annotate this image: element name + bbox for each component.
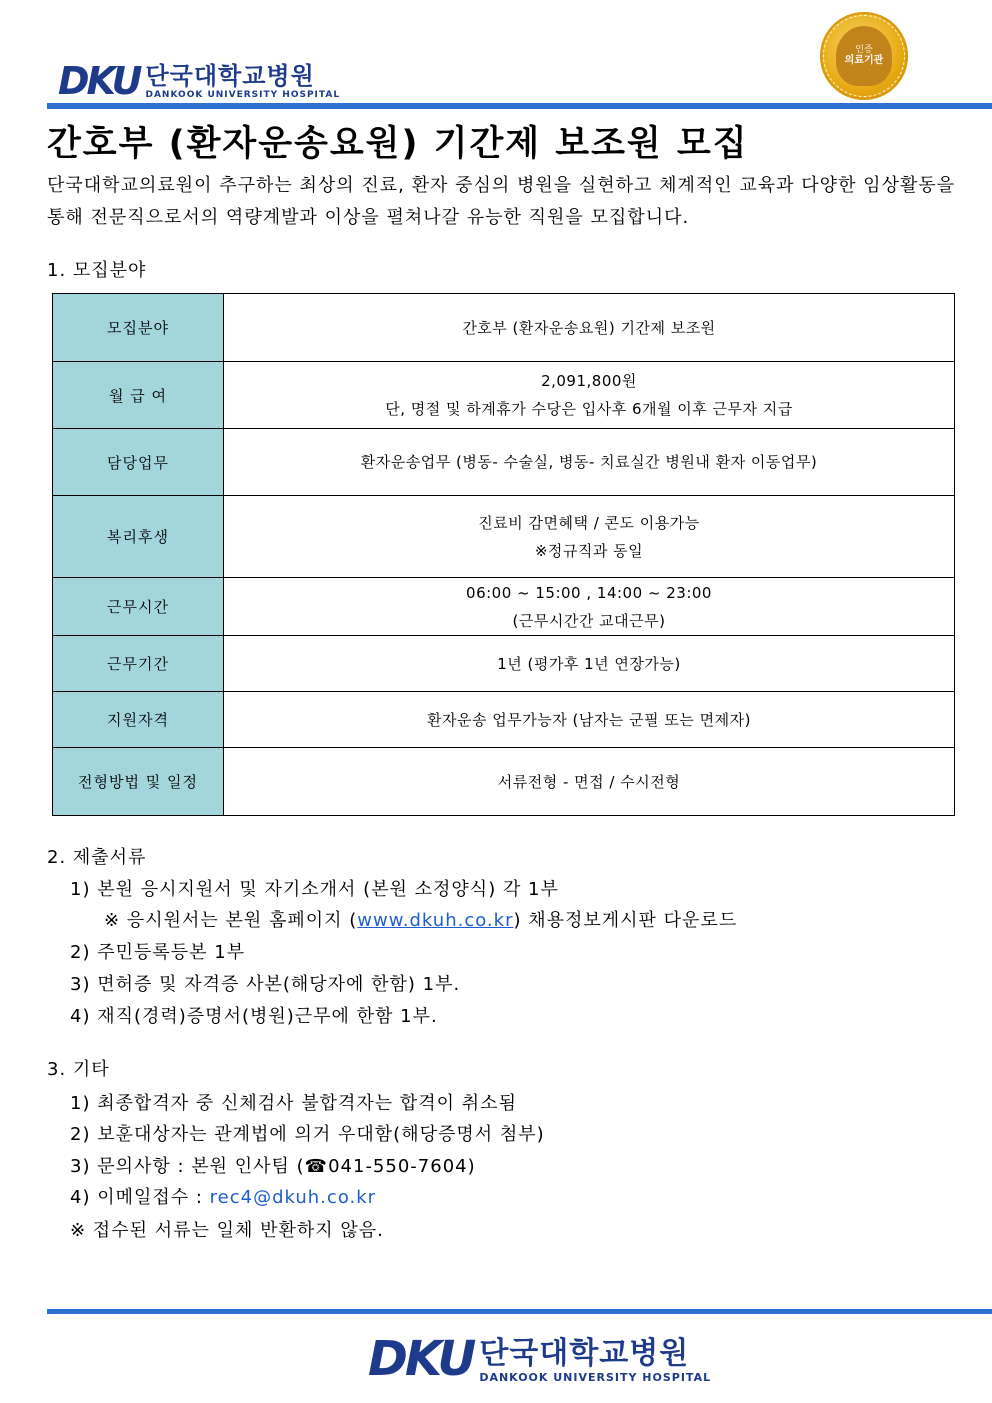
- row-label: 모집분야: [53, 294, 224, 362]
- intro-paragraph: 단국대학교의료원이 추구하는 최상의 진료, 환자 중심의 병원을 실현하고 체계적인 교육과 다양한 임상활동을 통해 전문직으로서의 역량계발과 이상을 펼쳐나갈 유능한 직원을 모집합니다.: [47, 175, 956, 228]
- note-suffix: ) 채용정보게시판 다운로드: [513, 910, 738, 931]
- row-label: 지원자격: [53, 692, 224, 748]
- section-recruitment-heading: 1. 모집분야: [47, 260, 147, 281]
- logo-korean: 단국대학교병원: [145, 62, 315, 90]
- logo-english: DANKOOK UNIVERSITY HOSPITAL: [479, 1371, 712, 1384]
- other-item-2: 2) 보훈대상자는 관계법에 의거 우대함(해당증명서 첨부): [70, 1124, 545, 1145]
- logo-mark: DKU: [368, 1331, 474, 1387]
- table-row: [53, 362, 955, 429]
- value-line: (근무시간간 교대근무): [512, 611, 666, 630]
- logo-text: [146, 64, 341, 100]
- badge-line2: 의료기관: [844, 55, 884, 67]
- value-line: 환자운송 업무가능자 (남자는 군필 또는 면제자): [427, 710, 751, 729]
- row-label: 근무시간: [53, 578, 224, 636]
- recruitment-table: [52, 293, 955, 816]
- footer-rule: [47, 1309, 992, 1314]
- logo-text: [479, 1336, 712, 1384]
- header-rule: [47, 103, 992, 109]
- logo-english: DANKOOK UNIVERSITY HOSPITAL: [145, 90, 341, 100]
- row-label: 전형방법 및 일정: [53, 748, 224, 816]
- footer-logo: [368, 1331, 712, 1387]
- value-line: 단, 명절 및 하계휴가 수당은 입사후 6개월 이후 근무자 지급: [385, 400, 793, 418]
- value-line: 간호부 (환자운송요원) 기간제 보조원: [462, 318, 716, 337]
- value-line: ※정규직과 동일: [534, 541, 644, 560]
- row-value: [224, 362, 955, 429]
- value-line: 서류전형 - 면접 / 수시전형: [497, 772, 681, 791]
- row-value: [224, 748, 955, 816]
- homepage-link[interactable]: www.dkuh.co.kr: [357, 910, 514, 931]
- row-value: [224, 294, 955, 362]
- row-value: [224, 636, 955, 692]
- note-prefix: ※ 응시원서는 본원 홈페이지 (: [104, 910, 358, 931]
- documents-item-4: 4) 재직(경력)증명서(병원)근무에 한함 1부.: [70, 1006, 438, 1027]
- email-link[interactable]: rec4@dkuh.co.kr: [209, 1187, 377, 1208]
- email-prefix: 4) 이메일접수 :: [70, 1187, 210, 1208]
- row-value: [224, 496, 955, 578]
- section-documents-heading: 2. 제출서류: [47, 847, 147, 868]
- row-label: 담당업무: [53, 429, 224, 496]
- value-line: 환자운송업무 (병동- 수술실, 병동- 치료실간 병원내 환자 이동업무): [360, 453, 818, 471]
- table-row: [53, 636, 955, 692]
- other-note: ※ 접수된 서류는 일체 반환하지 않음.: [70, 1220, 384, 1241]
- value-line: 06:00 ~ 15:00 , 14:00 ~ 23:00: [466, 583, 712, 602]
- value-line: 진료비 감면혜택 / 콘도 이용가능: [478, 513, 700, 532]
- row-label: 월 급 여: [53, 362, 224, 429]
- row-label: 복리후생: [53, 496, 224, 578]
- row-value: [224, 692, 955, 748]
- header-logo: [58, 59, 341, 103]
- table-row: [53, 748, 955, 816]
- documents-item-1: 1) 본원 응시지원서 및 자기소개서 (본원 소정양식) 각 1부: [70, 879, 559, 900]
- page-title: 간호부 (환자운송요원) 기간제 보조원 모집: [47, 124, 749, 164]
- documents-item-2: 2) 주민등록등본 1부: [70, 942, 246, 963]
- other-item-4: [70, 1183, 376, 1209]
- row-value: [224, 429, 955, 496]
- value-line: 1년 (평가후 1년 연장가능): [497, 654, 681, 673]
- documents-item-3: 3) 면허증 및 자격증 사본(해당자에 한함) 1부.: [70, 974, 461, 995]
- logo-korean: 단국대학교병원: [479, 1336, 690, 1371]
- logo-mark: DKU: [58, 59, 140, 103]
- table-row: [53, 578, 955, 636]
- table-row: [53, 692, 955, 748]
- table-row: [53, 429, 955, 496]
- value-line: 2,091,800원: [541, 372, 637, 390]
- table-row: [53, 496, 955, 578]
- table-row: [53, 294, 955, 362]
- row-label: 근무기간: [53, 636, 224, 692]
- row-value: [224, 578, 955, 636]
- badge-emblem: [836, 26, 892, 86]
- badge-line1: 인증: [855, 44, 873, 55]
- documents-note: [104, 906, 737, 932]
- other-item-1: 1) 최종합격자 중 신체검사 불합격자는 합격이 취소됨: [70, 1093, 517, 1114]
- certification-badge: [820, 12, 908, 100]
- other-item-3: 3) 문의사항 : 본원 인사팀 (☎041-550-7604): [70, 1156, 476, 1177]
- section-other-heading: 3. 기타: [47, 1059, 110, 1080]
